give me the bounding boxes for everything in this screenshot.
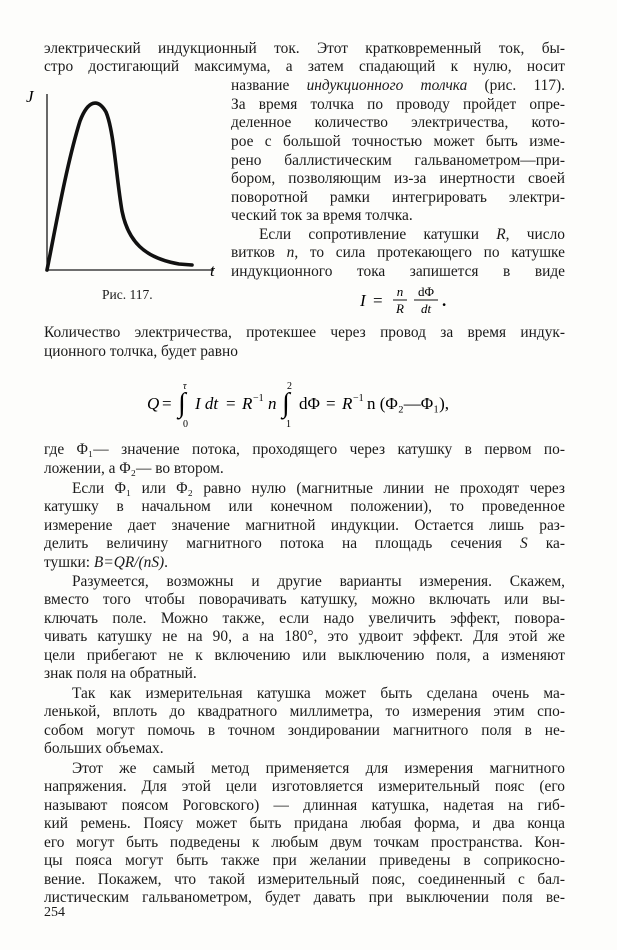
int-body: I dt xyxy=(195,394,219,413)
text-line: индукционного тока запишется в виде xyxy=(231,263,565,280)
text-line xyxy=(44,535,565,554)
frac-den: R xyxy=(396,301,404,316)
var-R: R xyxy=(496,226,506,243)
frac-den: dt xyxy=(420,301,432,316)
text-run: , то сила протекающего по катушке xyxy=(294,244,565,261)
int-lower: 1 xyxy=(286,419,291,429)
text-line: ческий ток за время толчка. xyxy=(231,207,413,224)
text-line: деленное количество электричества, кото- xyxy=(231,114,565,131)
text-line: Если Φ₁ или Φ₂ равно нулю (магнитные линии не проходят через xyxy=(72,480,565,497)
formula-inline: B=QR/(nS) xyxy=(93,554,165,571)
y-axis-label: J xyxy=(26,87,34,106)
text-line: листическим гальванометром, будет давать при выключении поля ве- xyxy=(44,889,565,906)
text-line xyxy=(231,244,565,263)
text-line xyxy=(44,554,565,573)
text-line xyxy=(231,226,565,245)
current-pulse-curve xyxy=(47,103,192,270)
text-run: ка- xyxy=(527,535,565,552)
text-line: называют поясом Роговского) — длинная катушка, надетая на гиб- xyxy=(44,797,565,814)
int-upper: 2 xyxy=(287,381,292,392)
var-n: n xyxy=(268,394,277,413)
formula-current xyxy=(358,278,558,318)
frac-num: n xyxy=(396,284,404,299)
text-line: ложении, а Φ₂— во втором. xyxy=(44,460,224,477)
figure-117-graph xyxy=(14,86,234,286)
var-r: R xyxy=(342,394,353,413)
figure-caption: Рис. 117. xyxy=(102,287,153,302)
text-line: где Φ₁— значение потока, проходящего через катушку в первом по- xyxy=(44,441,565,458)
formula-lhs: I xyxy=(360,291,366,310)
text-line: собом могут помочь в точном зондировании магнитного поля в не- xyxy=(44,722,565,739)
formula-q: Q xyxy=(147,394,160,413)
sup: −1 xyxy=(353,393,364,404)
sup: −1 xyxy=(253,393,264,404)
text-run: (рис. 117). xyxy=(467,77,565,94)
var-r: R xyxy=(242,394,253,413)
formula-eq: = xyxy=(326,394,336,413)
text-line: измерение дает значение магнитной индукции. Остается лишь раз- xyxy=(44,517,565,534)
text-line: катушку в начальном или конечном положении), то проведенное xyxy=(44,498,565,515)
text-run: витков xyxy=(231,244,287,261)
formula-charge xyxy=(140,381,500,429)
text-run: делить величину магнитного потока на площадь сечения xyxy=(44,535,521,552)
text-line: Этот же самый метод применяется для измерения магнитного xyxy=(72,760,565,777)
text-line: больших объемах. xyxy=(44,740,164,757)
text-run: название xyxy=(231,77,307,94)
formula-eq: = xyxy=(373,291,383,310)
text-line: ленькой, вплоть до квадратного миллиметра, то измерения этим спо- xyxy=(44,703,565,720)
text-line: знак поля на обратный. xyxy=(44,665,197,682)
var-n: n xyxy=(286,244,295,261)
text-run: , число xyxy=(505,226,565,243)
term-italic: индукционного толчка xyxy=(306,77,468,94)
int-lower: 0 xyxy=(183,419,188,429)
text-line: За время толчка по проводу пройдет опре- xyxy=(231,96,565,113)
text-line: цели прибегают не к включению или выключению поля, а изменяют xyxy=(44,647,565,664)
formula-tail: n (Φ₂—Φ₁), xyxy=(367,394,450,413)
text-line: чивать катушку не на 90, а на 180°, это удвоит эффект. Для этой же xyxy=(44,628,565,645)
x-axis-label: t xyxy=(210,261,215,280)
text-line: стро достигающий максимума, а затем спадающий к нулю, носит xyxy=(44,58,565,75)
text-line: Количество электричества, протекшее через провод за время индук- xyxy=(44,324,565,341)
text-run: . xyxy=(164,554,169,571)
text-run: тушки: xyxy=(44,554,94,571)
text-line: Разумеется, возможны и другие варианты измерения. Скажем, xyxy=(72,573,565,590)
var-S: S xyxy=(520,535,528,552)
integral-sign: ∫ xyxy=(178,388,186,419)
text-line: ключать поле. Можно также, если надо увеличить эффект, повора- xyxy=(44,610,565,627)
text-line: рое с большой точностью может быть изме- xyxy=(231,133,565,150)
text-line: вение. Покажем, что такой измерительный пояс, соединенный с бал- xyxy=(44,871,565,888)
integral-sign: ∫ xyxy=(282,388,290,419)
text-line: бором, позволяющим из-за инертности своей xyxy=(231,170,565,187)
formula-end: . xyxy=(442,291,447,310)
text-run: Если сопротивление катушки xyxy=(259,226,497,243)
page-number: 254 xyxy=(44,905,65,920)
text-line: вместо того чтобы поворачивать катушку, можно включать или вы- xyxy=(44,591,565,608)
text-line: напряжения. Для этой цели изготовляется измерительный пояс (его xyxy=(44,778,565,795)
text-line: его могут быть подведены к любым двум точкам пространства. Кон- xyxy=(44,834,565,851)
int-upper: τ xyxy=(183,381,187,392)
text-line: электрический индукционный ток. Этот кратковременный ток, бы- xyxy=(44,40,565,57)
formula-eq: = xyxy=(162,394,172,413)
text-line: ционного толчка, будет равно xyxy=(44,343,238,360)
text-line xyxy=(231,77,565,96)
frac-num: dΦ xyxy=(417,284,435,299)
int-body: dΦ xyxy=(299,394,320,413)
text-line: поворотной рамки интегрировать электри- xyxy=(231,189,565,206)
text-line: Так как измерительная катушка может быть сделана очень ма- xyxy=(72,685,565,702)
formula-eq: = xyxy=(226,394,236,413)
text-line: рено баллистическим гальванометром—при- xyxy=(231,152,565,169)
text-line: цы пояса могут быть также при желании приведены в соприкосно- xyxy=(44,852,565,869)
text-line: кий ремень. Поясу может быть придана любая форма, и два конца xyxy=(44,815,565,832)
